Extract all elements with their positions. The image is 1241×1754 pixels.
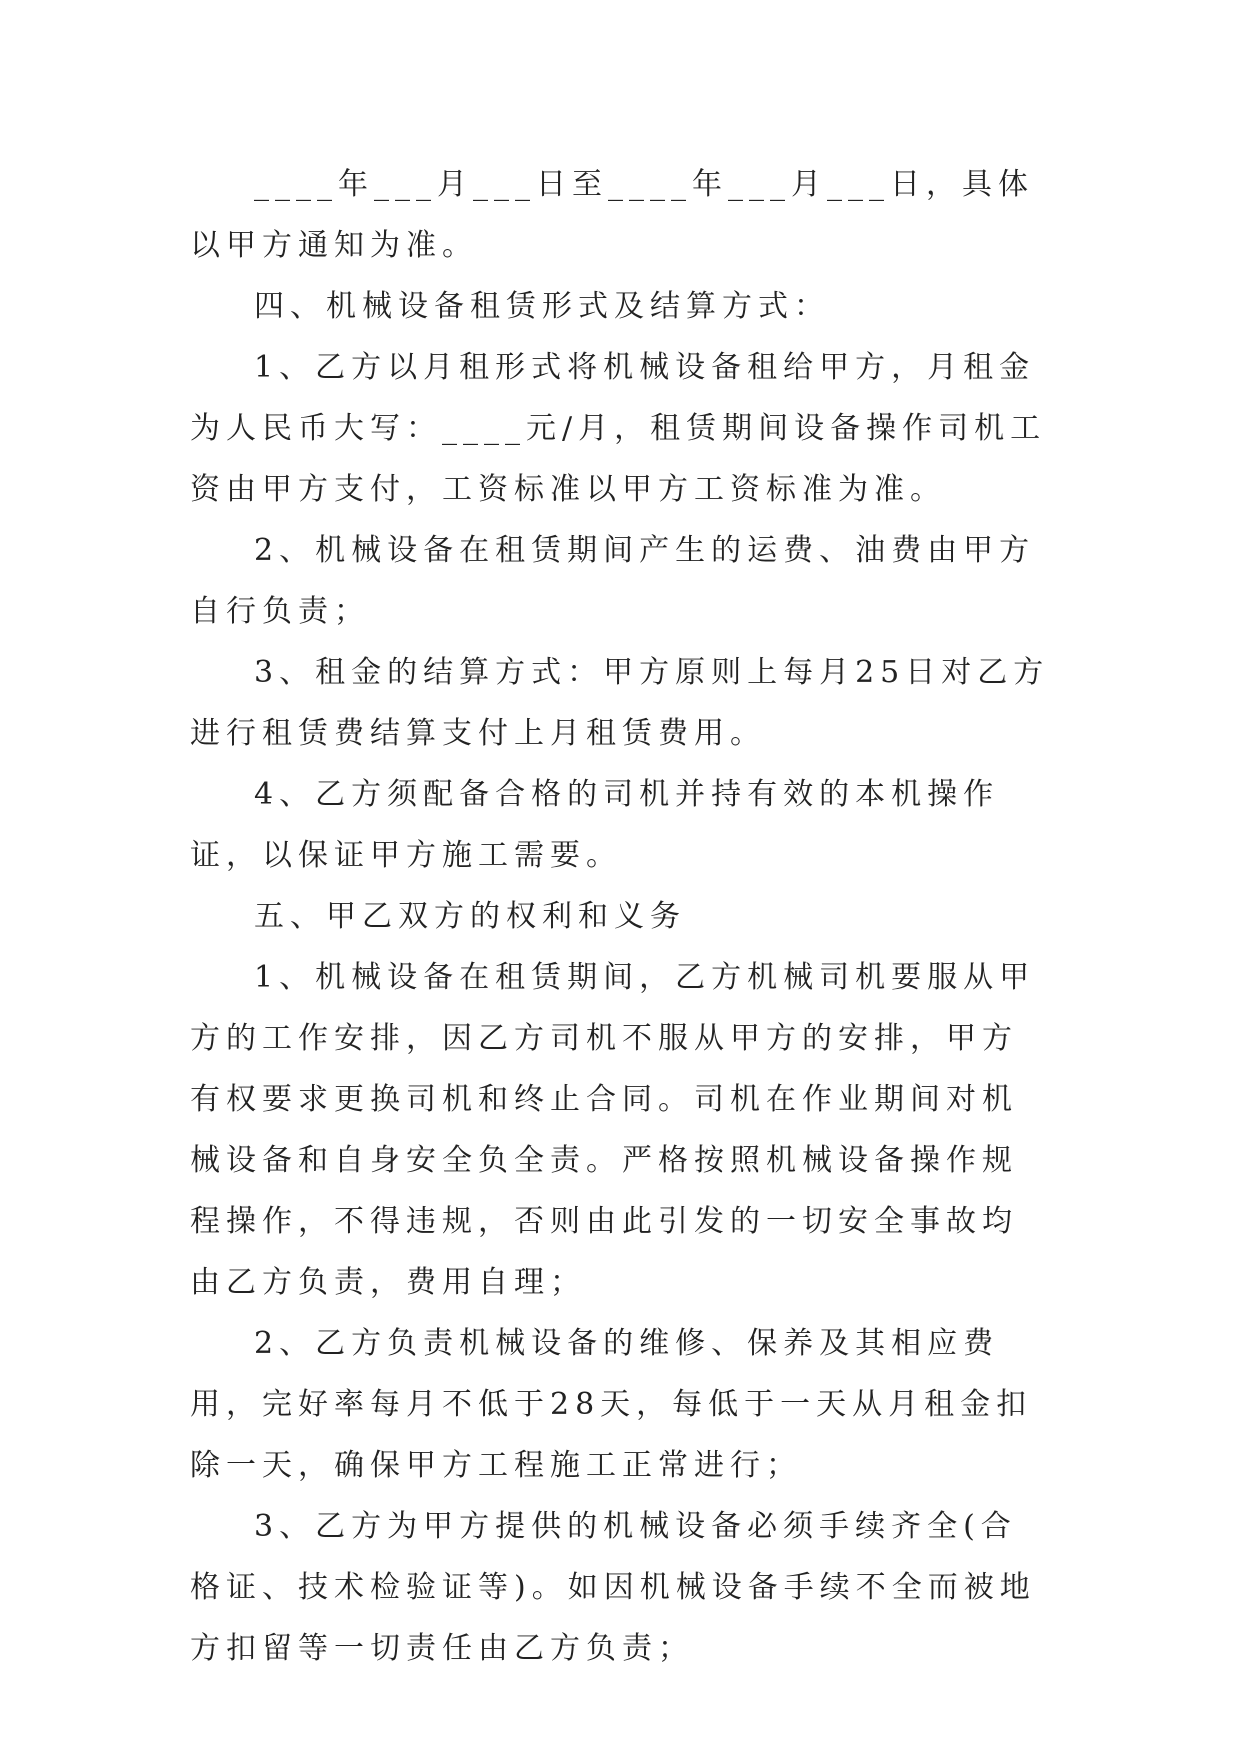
paragraph-4-2: 2、机械设备在租赁期间产生的运费、油费由甲方自行负责； xyxy=(190,533,1036,629)
document-page xyxy=(190,154,1050,1679)
section-heading-4: 四、机械设备租赁形式及结算方式： xyxy=(254,289,830,324)
paragraph-4-4: 4、乙方须配备合格的司机并持有效的本机操作证，以保证甲方施工需要。 xyxy=(190,777,1000,873)
paragraph-4-3: 3、租金的结算方式：甲方原则上每月25日对乙方进行租赁费结算支付上月租赁费用。 xyxy=(190,655,1050,751)
paragraph-4-1: 1、乙方以月租形式将机械设备租给甲方，月租金为人民币大写：____元/月，租赁期间设备操作司机工资由甲方支付，工资标准以甲方工资标准为准。 xyxy=(190,350,1047,507)
paragraph-5-1: 1、机械设备在租赁期间，乙方机械司机要服从甲方的工作安排，因乙方司机不服从甲方的安排，甲方有权要求更换司机和终止合同。司机在作业期间对机械设备和自身安全负全责。严格按照机械设备操作规程操作，不得违规，否则由此引发的一切安全事故均由乙方负责，费用自理； xyxy=(190,960,1036,1300)
paragraph-5-2: 2、乙方负责机械设备的维修、保养及其相应费用，完好率每月不低于28天，每低于一天从月租金扣除一天，确保甲方工程施工正常进行； xyxy=(190,1326,1033,1483)
paragraph-lease-period: ____年___月___日至____年___月___日，具体以甲方通知为准。 xyxy=(190,167,1034,263)
paragraph-5-3: 3、乙方为甲方提供的机械设备必须手续齐全(合格证、技术检验证等)。如因机械设备手续不全而被地方扣留等一切责任由乙方负责； xyxy=(190,1509,1036,1666)
section-heading-5: 五、甲乙双方的权利和义务 xyxy=(254,899,686,934)
